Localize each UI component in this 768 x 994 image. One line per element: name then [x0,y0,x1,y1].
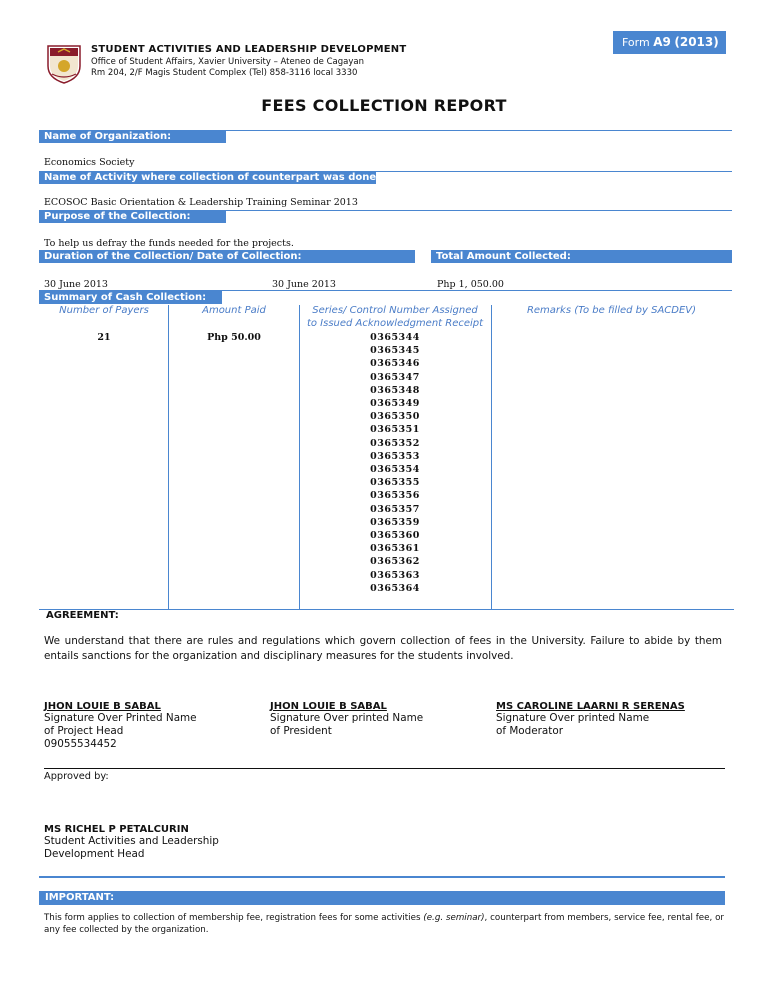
approval-divider [44,768,725,769]
serial-number: 0365345 [370,345,420,357]
moderator-name: MS CAROLINE LAARNI R SERENAS [496,701,685,712]
important-text [44,913,724,936]
important-text-part1: This form applies to collection of membership fee, registration fees for some activities [44,913,424,923]
president-caption2: of President [270,725,332,738]
organization-rule [226,130,732,131]
summary-label: Summary of Cash Collection: [39,291,222,304]
serial-number: 0365361 [370,543,420,555]
report-title: FEES COLLECTION REPORT [261,96,507,115]
president-caption1: Signature Over printed Name [270,712,424,724]
office-name: STUDENT ACTIVITIES AND LEADERSHIP DEVELOPMENT [91,44,407,55]
project-head-name: JHON LOUIE B SABAL [44,701,161,712]
serial-number: 0365353 [370,450,420,462]
approver-title1: Student Activities and Leadership [44,835,219,847]
signatory-moderator [496,701,685,738]
president-name: JHON LOUIE B SABAL [270,701,387,712]
project-head-caption1: Signature Over Printed Name [44,712,197,724]
purpose-label: Purpose of the Collection: [39,210,226,223]
header-series-line2: to Issued Acknowledgment Receipt [306,318,484,329]
total-value: Php 1, 050.00 [437,279,504,290]
activity-value: ECOSOC Basic Orientation & Leadership Training Seminar 2013 [44,197,358,208]
form-year: (2013) [674,35,719,49]
organization-label: Name of Organization: [39,130,226,143]
organization-value: Economics Society [44,157,135,168]
header-amount-paid: Amount Paid [202,305,266,316]
serial-number: 0365357 [370,503,420,515]
agreement-heading: AGREEMENT: [46,610,119,621]
serial-number: 0365359 [370,516,420,528]
approver-title2: Development Head [44,848,145,861]
serial-number: 0365344 [370,332,420,343]
office-address-line2: Rm 204, 2/F Magis Student Complex (Tel) 858-3116 local 3330 [91,68,358,78]
approver-name: MS RICHEL P PETALCURIN [44,824,189,835]
total-label: Total Amount Collected: [431,250,732,263]
form-code-badge [613,31,726,54]
payers-value: 21 [97,332,111,343]
activity-rule [376,171,732,172]
important-text-part2: , counterpart from members, service fee, rental fee, or any fee collected by the organization. [44,913,724,935]
serial-number: 0365347 [370,371,420,383]
moderator-caption2: of Moderator [496,725,563,738]
serial-number: 0365360 [370,530,420,542]
form-code: A9 [653,35,671,49]
duration-to: 30 June 2013 [272,279,336,290]
form-code-prefix: Form [622,36,650,49]
serial-number: 0365352 [370,437,420,449]
project-head-phone: 09055534452 [44,738,117,751]
serial-number: 0365356 [370,490,420,502]
office-address-line1: Office of Student Affairs, Xavier University – Ateneo de Cagayan [91,57,364,67]
duration-label: Duration of the Collection/ Date of Collection: [39,250,415,263]
important-text-example: (e.g. seminar) [423,913,485,923]
serial-number: 0365362 [370,556,420,568]
signatory-president [270,701,423,738]
serial-number: 0365351 [370,424,420,436]
purpose-value: To help us defray the funds needed for the projects. [44,238,294,249]
serial-number: 0365363 [370,569,420,581]
purpose-rule [226,210,732,211]
agreement-text: We understand that there are rules and regulations which govern collection of fees in the University. Failure to abide by them entails sanctions for the organization and disciplinary measures for the students involved. [44,635,722,662]
serial-number: 0365349 [370,398,420,410]
serial-number: 0365364 [370,582,420,594]
serial-number: 0365355 [370,477,420,489]
serial-number: 0365348 [370,384,420,396]
duration-from: 30 June 2013 [44,279,108,290]
serial-number: 0365354 [370,464,420,476]
serial-number-list [299,331,491,595]
moderator-caption1: Signature Over printed Name [496,712,650,724]
header-series-line1: Series/ Control Number Assigned [312,305,478,316]
header-number-of-payers: Number of Payers [59,305,149,316]
important-label: IMPORTANT: [39,891,725,905]
column-divider [491,305,492,609]
project-head-caption2: of Project Head [44,725,124,738]
important-top-rule [39,876,725,878]
serial-number: 0365350 [370,411,420,423]
approved-by-label: Approved by: [44,771,109,782]
column-divider [168,305,169,609]
university-seal-logo [46,44,82,84]
approver-block [44,824,219,861]
signatory-project-head [44,701,197,752]
amount-value: Php 50.00 [207,332,261,343]
header-remarks: Remarks (To be filled by SACDEV) [526,305,697,316]
serial-number: 0365346 [370,358,420,370]
activity-label: Name of Activity where collection of counterpart was done: [39,171,376,184]
summary-bottom-rule [39,609,734,610]
